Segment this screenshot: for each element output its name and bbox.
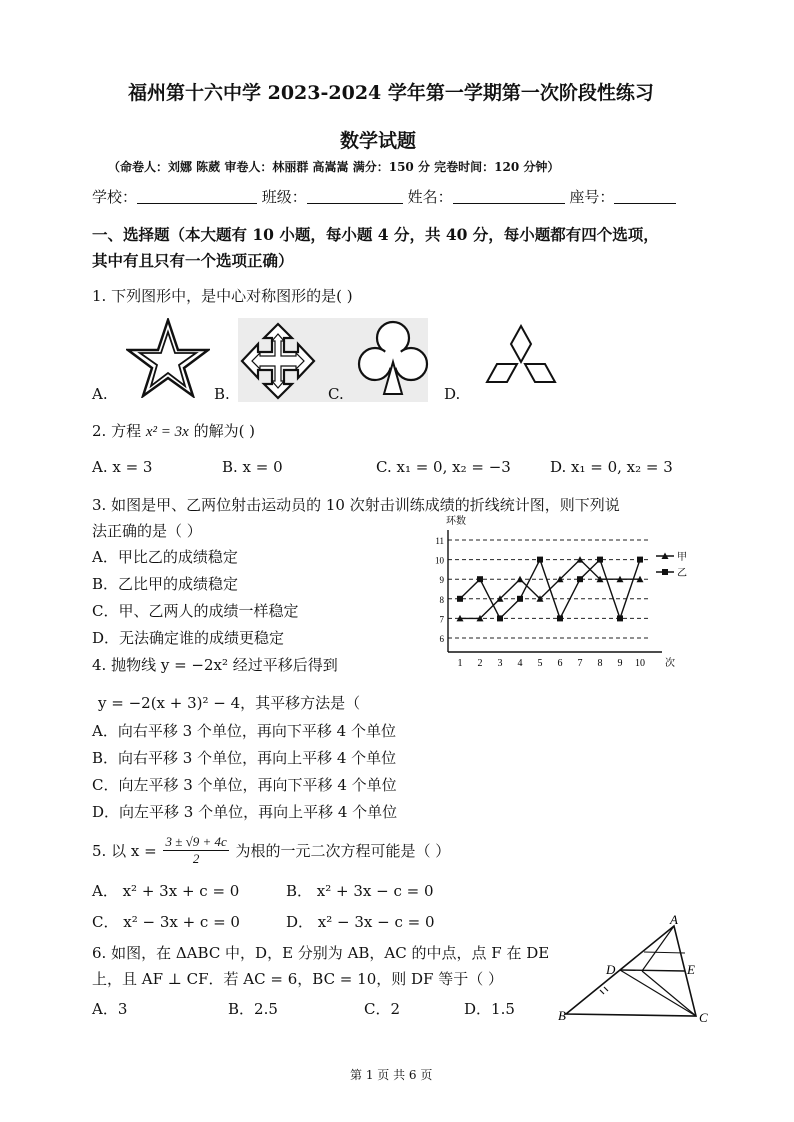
q3-line-chart <box>420 510 690 680</box>
y-tick-label: 10 <box>435 555 444 566</box>
q1-club-figure <box>354 318 432 400</box>
q1-option-c: C. <box>328 385 344 403</box>
series-2-point <box>577 576 583 582</box>
x-tick-label: 10 <box>635 658 645 669</box>
q5-fraction-denominator: 2 <box>192 851 200 866</box>
series-2-point <box>537 557 543 563</box>
q4-option-d: D．向左平移 3 个单位，再向上平移 4 个单位 <box>92 803 398 821</box>
series-2-point <box>637 557 643 563</box>
x-tick-label: 7 <box>577 658 583 669</box>
x-tick-label: 3 <box>497 658 503 669</box>
q1-star-figure <box>126 318 210 398</box>
q5-stem <box>92 834 450 874</box>
q5-option-d: D． x² − 3x − c = 0 <box>286 913 435 931</box>
y-tick-label: 9 <box>439 575 444 586</box>
q4-stem-cont: y = −2(x + 3)² − 4，其平移方法是（ <box>98 694 361 712</box>
x-tick-label: 6 <box>557 658 563 669</box>
q3-option-b: B．乙比甲的成绩稳定 <box>92 575 239 593</box>
x-tick-label: 5 <box>537 658 543 669</box>
legend-marker-2 <box>662 569 668 575</box>
x-tick-label: 1 <box>457 658 463 669</box>
chart-grid <box>448 540 648 638</box>
x-tick-label: 9 <box>617 658 623 669</box>
q6-label-b: B <box>558 1008 566 1023</box>
exam-title: 福州第十六中学 2023-2024 学年第一学期第一次阶段性练习 <box>128 82 654 104</box>
q2-stem <box>92 420 255 441</box>
q3-option-c: C．甲、乙两人的成绩一样稳定 <box>92 602 299 620</box>
section-heading-cont: 其中有且只有一个选项正确） <box>92 251 294 270</box>
x-tick-label: 8 <box>597 658 603 669</box>
q2-equation: x² = 3x <box>145 424 189 440</box>
series-2-point <box>597 557 603 563</box>
chart-series <box>457 556 644 621</box>
q5-fraction-numerator: 3 ± √9 + 4c <box>165 834 227 849</box>
y-tick-label: 6 <box>439 634 444 644</box>
q6-stem: 6. 如图，在 ΔABC 中，D，E 分别为 AB，AC 的中点，点 F 在 DE <box>92 944 550 962</box>
series-1-point <box>517 576 524 583</box>
q4-option-c: C．向左平移 3 个单位，再向下平移 4 个单位 <box>92 776 397 794</box>
q5-stem-post: 为根的一元二次方程可能是（ ） <box>235 842 451 860</box>
q2-option-a: A. x = 3 <box>92 458 153 476</box>
q6-label-c: C <box>699 1010 708 1025</box>
q5-stem-pre: 5. 以 x = <box>92 842 157 860</box>
q1-option-b: B. <box>214 385 230 403</box>
q5-option-b: B． x² + 3x − c = 0 <box>286 882 434 900</box>
y-axis-label: 环数 <box>446 516 466 527</box>
q2-option-c: C. x₁ = 0, x₂ = −3 <box>376 458 511 476</box>
name-label: 姓名： <box>407 188 453 206</box>
q6-label-a: A <box>670 914 678 927</box>
q3-option-a: A．甲比乙的成绩稳定 <box>92 548 238 566</box>
q4-stem: 4. 抛物线 y = −2x² 经过平移后得到 <box>92 656 338 674</box>
school-label: 学校： <box>92 188 138 206</box>
series-2-point <box>557 615 563 621</box>
q6-option-b: B．2.5 <box>228 1000 278 1018</box>
legend-label-1: 甲 <box>677 552 687 563</box>
series-2-point <box>457 596 463 602</box>
class-label: 班级： <box>261 188 307 206</box>
q1-option-a: A. <box>92 385 108 403</box>
student-info-row <box>92 186 676 207</box>
chart-legend <box>656 551 687 579</box>
x-axis-label: 次 <box>665 658 675 669</box>
legend-label-2: 乙 <box>677 568 687 579</box>
series-2-point <box>497 615 503 621</box>
q1-diamonds-figure <box>482 324 560 390</box>
q6-stem-cont: 上，且 AF ⊥ CF．若 AC = 6，BC = 10，则 DF 等于（ ） <box>92 970 503 988</box>
q4-option-b: B．向右平移 3 个单位，再向上平移 4 个单位 <box>92 749 397 767</box>
q5-option-a: A． x² + 3x + c = 0 <box>92 882 240 900</box>
q5-option-c: C． x² − 3x + c = 0 <box>92 913 240 931</box>
q2-option-d: D. x₁ = 0, x₂ = 3 <box>550 458 673 476</box>
q1-option-d: D. <box>444 385 461 403</box>
q1-stem: 1. 下列图形中，是中心对称图形的是( ) <box>92 287 353 305</box>
q2-option-b: B. x = 0 <box>222 458 283 476</box>
class-blank[interactable] <box>307 189 403 204</box>
series-line-2 <box>460 560 640 619</box>
q3-stem: 3. 如图是甲、乙两位射击运动员的 10 次射击训练成绩的折线统计图，则下列说 <box>92 496 620 514</box>
q3-stem-cont: 法正确的是（ ） <box>92 522 202 540</box>
y-tick-label: 11 <box>435 536 444 546</box>
q6-option-a: A．3 <box>92 1000 128 1018</box>
series-2-point <box>617 615 623 621</box>
page-number: 第 1 页 共 6 页 <box>350 1068 433 1082</box>
q6-option-c: C．2 <box>364 1000 401 1018</box>
q4-option-a: A．向右平移 3 个单位，再向下平移 4 个单位 <box>92 722 396 740</box>
chart-labels <box>435 514 675 669</box>
q6-option-d: D．1.5 <box>464 1000 515 1018</box>
exam-meta: （命卷人：刘娜 陈葳 审卷人：林丽群 高嵩嵩 满分：150 分 完卷时间：120 分钟） <box>108 160 560 174</box>
y-tick-label: 8 <box>439 594 444 605</box>
series-2-point <box>477 576 483 582</box>
q6-triangle-figure <box>556 914 716 1026</box>
x-tick-label: 2 <box>477 658 483 669</box>
section-heading: 一、选择题（本大题有 10 小题，每小题 4 分，共 40 分，每小题都有四个选项， <box>92 225 659 244</box>
q6-label-e: E <box>687 962 695 977</box>
y-tick-label: 7 <box>439 614 444 625</box>
x-tick-label: 4 <box>517 658 523 669</box>
q2-stem-post: 的解为( ) <box>188 422 256 440</box>
name-blank[interactable] <box>453 189 565 204</box>
q6-label-d: D <box>606 962 616 977</box>
q3-option-d: D．无法确定谁的成绩更稳定 <box>92 629 285 647</box>
q1-arrows-figure <box>238 322 318 400</box>
q5-fraction <box>163 834 228 867</box>
seat-label: 座号： <box>569 188 615 206</box>
exam-subject: 数学试题 <box>340 130 417 152</box>
series-2-point <box>517 596 523 602</box>
q2-stem-pre: 2. 方程 <box>92 422 146 440</box>
seat-blank[interactable] <box>614 189 676 204</box>
school-blank[interactable] <box>137 189 257 204</box>
